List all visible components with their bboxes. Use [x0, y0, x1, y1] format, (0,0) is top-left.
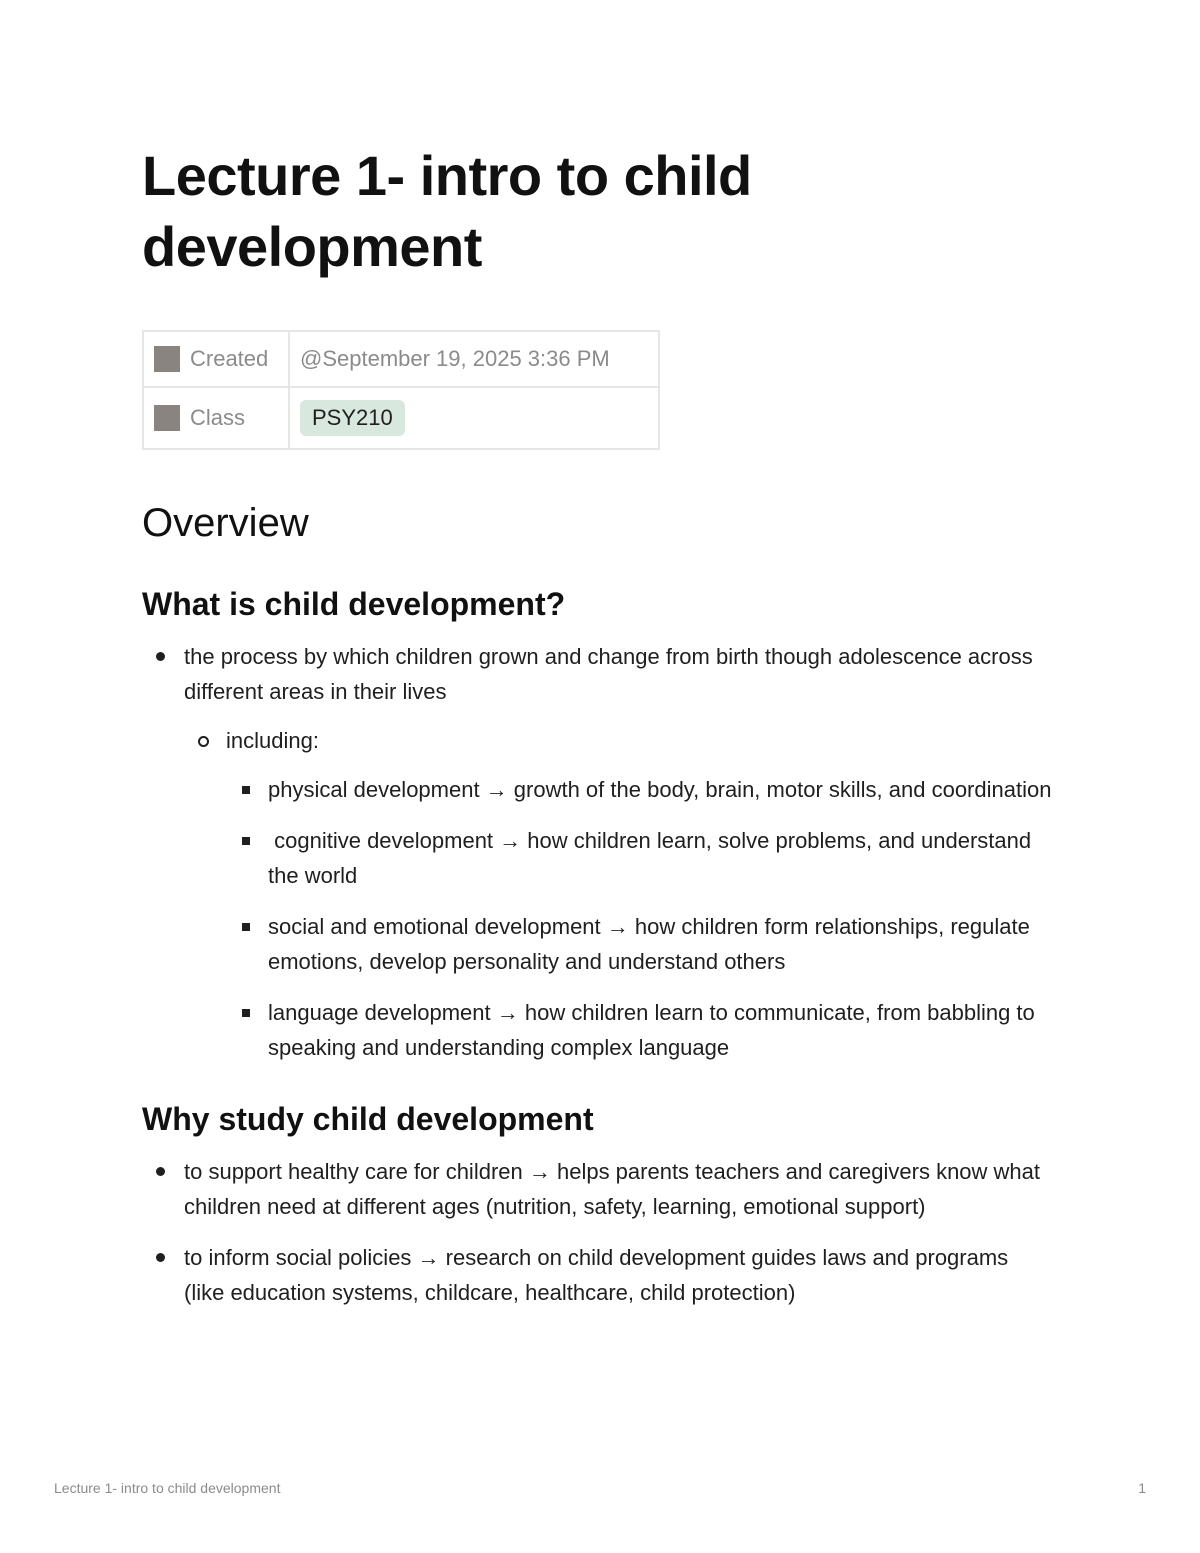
bullet-dot-icon — [156, 1167, 165, 1176]
class-tag: PSY210 — [300, 400, 405, 436]
list-item — [142, 1154, 1052, 1224]
list-item-text: social and emotional development → how children form relationships, regulate emotions, develop personality and understand others — [268, 914, 1030, 974]
property-value-created: @September 19, 2025 3:36 PM — [289, 331, 659, 387]
list-item — [226, 823, 1052, 893]
bullet-dot-icon — [156, 652, 165, 661]
bullet-dot-icon — [156, 1253, 165, 1262]
property-icon — [154, 346, 180, 372]
list-item — [226, 995, 1052, 1065]
property-name-created: Created — [190, 346, 269, 371]
list-item-text: to support healthy care for children → helps parents teachers and caregivers know what children need at different ages (nutrition, safety, learning, emotional support) — [184, 1159, 1041, 1219]
property-name-cell — [143, 387, 289, 449]
list-item-text: language development → how children learn to communicate, from babbling to speaking and understanding complex language — [268, 1000, 1035, 1060]
bullet-circle-icon — [198, 736, 209, 747]
bullet-square-icon — [242, 1009, 250, 1017]
list-item-text: physical development → growth of the body, brain, motor skills, and coordination — [268, 777, 1052, 802]
bullet-square-icon — [242, 786, 250, 794]
list-item — [226, 909, 1052, 979]
footer-title: Lecture 1- intro to child development — [54, 1480, 281, 1496]
bullet-square-icon — [242, 837, 250, 845]
property-name-class: Class — [190, 405, 246, 430]
list-item-text: to inform social policies → research on child development guides laws and programs (like education systems, childcare, healthcare, child protection) — [184, 1245, 1009, 1305]
bullet-list — [142, 1154, 1052, 1310]
property-row-created — [143, 331, 659, 387]
list-item-text: cognitive development → how children learn, solve problems, and understand the world — [268, 828, 1038, 888]
overview-heading: Overview — [142, 501, 309, 545]
bullet-list — [142, 639, 1052, 1065]
list-item — [226, 772, 1052, 807]
section-heading-what: What is child development? — [142, 586, 566, 622]
page-title: Lecture 1- intro to child development — [142, 144, 752, 278]
property-value-class — [289, 387, 659, 449]
list-item-text: the process by which children grown and change from birth though adolescence across different areas in their lives — [184, 644, 1033, 704]
list-item-text: including: — [226, 728, 319, 753]
property-row-class — [143, 387, 659, 449]
section-heading-why: Why study child development — [142, 1101, 594, 1137]
nested-bullet-list — [184, 723, 1052, 1065]
list-item — [142, 639, 1052, 1065]
list-item — [142, 1240, 1052, 1310]
page-content — [142, 140, 1052, 1310]
page-number: 1 — [1138, 1480, 1146, 1496]
properties-table — [142, 330, 660, 450]
nested-bullet-list — [226, 772, 1052, 1065]
property-icon — [154, 405, 180, 431]
page-footer — [54, 1480, 1146, 1496]
bullet-square-icon — [242, 923, 250, 931]
property-name-cell — [143, 331, 289, 387]
list-item — [184, 723, 1052, 1065]
